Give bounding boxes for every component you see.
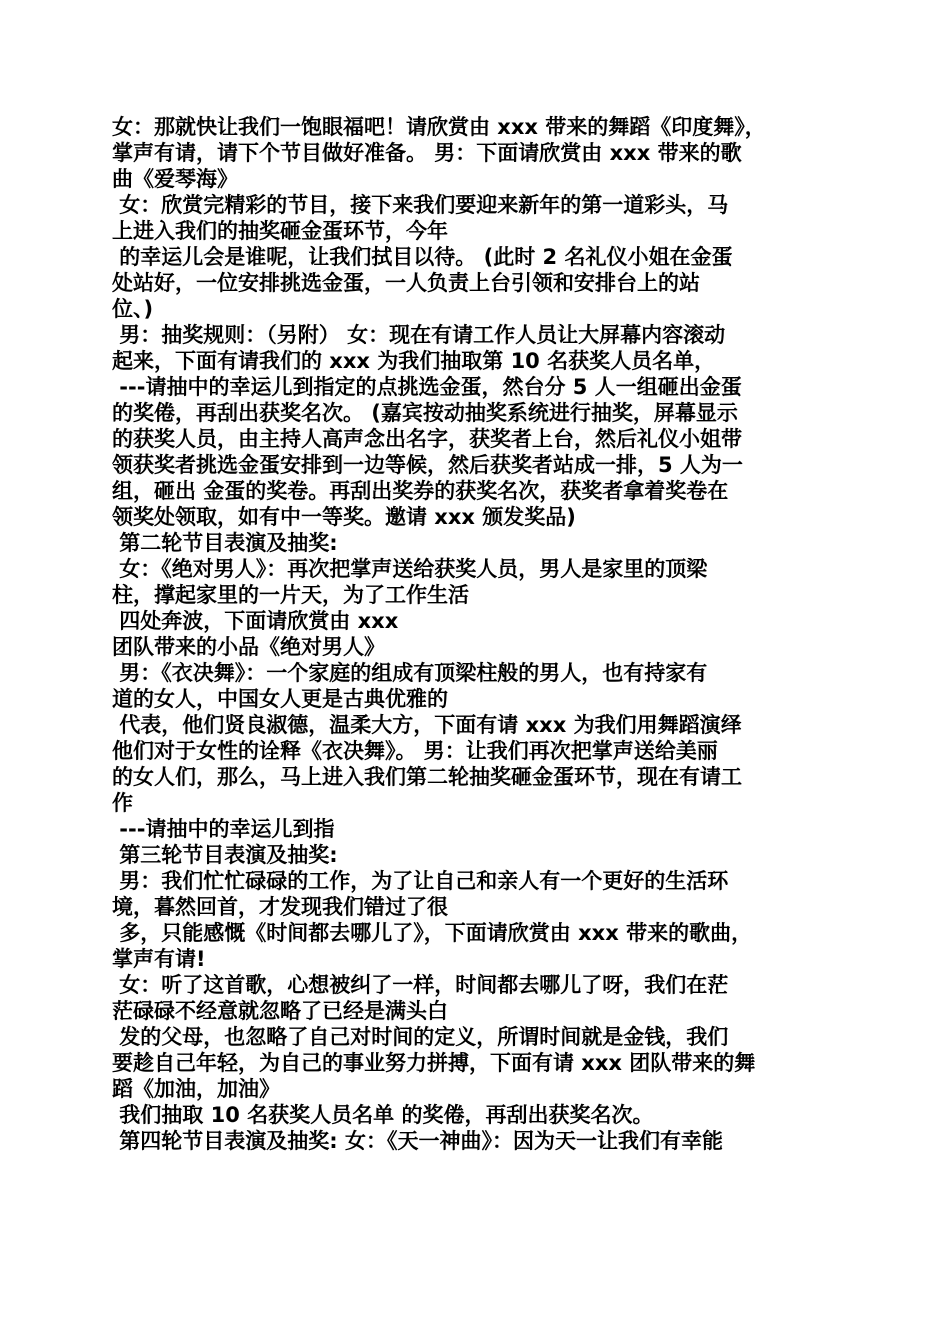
text-line: 境，暮然回首，才发现我们错过了很 bbox=[112, 895, 448, 919]
text-line: 处站好，一位安排挑选金蛋，一人负责上台引领和安排台上的站 bbox=[112, 271, 700, 295]
text-line: 掌声有请! bbox=[112, 947, 206, 971]
text-line: ---请抽中的幸运儿到指 bbox=[112, 817, 335, 841]
text-line: 茫碌碌不经意就忽略了已经是满头白 bbox=[112, 999, 448, 1023]
text-line: 的幸运儿会是谁呢，让我们拭目以待。 (此时 2 名礼仪小姐在金蛋 bbox=[112, 245, 733, 269]
text-line: 我们抽取 10 名获奖人员名单 的奖倦，再刮出获奖名次。 bbox=[112, 1103, 654, 1127]
document-page bbox=[112, 114, 848, 1154]
text-line: 女：《绝对男人》：再次把掌声送给获奖人员，男人是家里的顶梁 bbox=[112, 557, 708, 581]
text-line: 他们对于女性的诠释《衣决舞》。 男：让我们再次把掌声送给美丽 bbox=[112, 739, 718, 763]
text-line: 领获奖者挑选金蛋安排到一边等候，然后获奖者站成一排，5 人为一 bbox=[112, 453, 743, 477]
text-line: 多，只能感慨《时间都去哪儿了》，下面请欣赏由 xxx 带来的歌曲， bbox=[112, 921, 753, 945]
text-line: 女：听了这首歌，心想被纠了一样，时间都去哪儿了呀，我们在茫 bbox=[112, 973, 729, 997]
text-line: 团队带来的小品《绝对男人》 bbox=[112, 635, 385, 659]
text-line: 掌声有请，请下个节目做好准备。 男：下面请欣赏由 xxx 带来的歌 bbox=[112, 141, 742, 165]
text-line: 曲《爱琴海》 bbox=[112, 167, 238, 191]
text-line: 的女人们，那么，马上进入我们第二轮抽奖砸金蛋环节，现在有请工 bbox=[112, 765, 742, 789]
text-line: 第三轮节目表演及抽奖: bbox=[112, 843, 338, 867]
text-line: 蹈《加油，加油》 bbox=[112, 1077, 280, 1101]
text-line: 女：欣赏完精彩的节目，接下来我们要迎来新年的第一道彩头，马 bbox=[112, 193, 729, 217]
text-line: 第四轮节目表演及抽奖: 女：《天一神曲》：因为天一让我们有幸能 bbox=[112, 1129, 724, 1153]
text-line: 的奖倦，再刮出获奖名次。 (嘉宾按动抽奖系统进行抽奖，屏幕显示 bbox=[112, 401, 738, 425]
text-line: 女：那就快让我们一饱眼福吧！请欣赏由 xxx 带来的舞蹈《印度舞》， bbox=[112, 115, 766, 139]
text-line: 位、) bbox=[112, 297, 154, 321]
text-line: 领奖处领取，如有中一等奖。邀请 xxx 颁发奖品) bbox=[112, 505, 576, 529]
text-line: 组，砸出 金蛋的奖卷。再刮出奖券的获奖名次，获奖者拿着奖卷在 bbox=[112, 479, 729, 503]
text-line: 发的父母，也忽略了自己对时间的定义，所谓时间就是金钱，我们 bbox=[112, 1025, 729, 1049]
text-line: 男：我们忙忙碌碌的工作，为了让自己和亲人有一个更好的生活环 bbox=[112, 869, 729, 893]
text-line: ---请抽中的幸运儿到指定的点挑选金蛋，然台分 5 人一组砸出金蛋 bbox=[112, 375, 742, 399]
text-line: 上进入我们的抽奖砸金蛋环节，今年 bbox=[112, 219, 448, 243]
text-line: 代表，他们贤良淑德，温柔大方，下面有请 xxx 为我们用舞蹈演绎 bbox=[112, 713, 742, 737]
text-line: 柱，撑起家里的一片天，为了工作生活 bbox=[112, 583, 469, 607]
text-line: 起来，下面有请我们的 xxx 为我们抽取第 10 名获奖人员名单， bbox=[112, 349, 716, 373]
text-line: 作 bbox=[112, 791, 133, 815]
text-line: 要趁自己年轻，为自己的事业努力拼搏，下面有请 xxx 团队带来的舞 bbox=[112, 1051, 756, 1075]
text-line: 男：《衣决舞》：一个家庭的组成有顶梁柱般的男人，也有持家有 bbox=[112, 661, 708, 685]
text-line: 男：抽奖规则：（另附） 女：现在有请工作人员让大屏幕内容滚动 bbox=[112, 323, 726, 347]
text-line: 道的女人，中国女人更是古典优雅的 bbox=[112, 687, 448, 711]
text-line: 第二轮节目表演及抽奖: bbox=[112, 531, 338, 555]
text-line: 的获奖人员，由主持人高声念出名字，获奖者上台，然后礼仪小姐带 bbox=[112, 427, 742, 451]
text-line: 四处奔波，下面请欣赏由 xxx bbox=[112, 609, 399, 633]
